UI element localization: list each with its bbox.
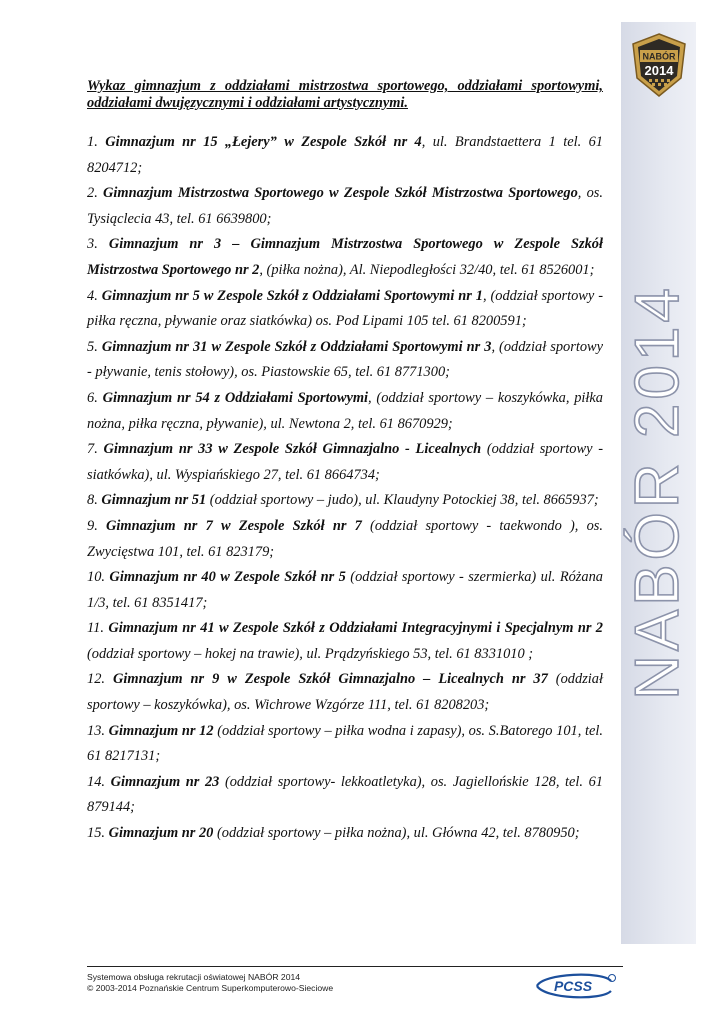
school-list-item: [87, 565, 603, 616]
school-name: Gimnazjum nr 23: [110, 773, 220, 790]
item-number: 2.: [87, 185, 98, 202]
item-number: 8.: [87, 492, 98, 509]
item-number: 5.: [87, 338, 98, 355]
school-list-item: [87, 437, 603, 488]
school-details: , (oddział sportowy - piłka ręczna, pływanie oraz siatkówka) os. Pod Lipami 105 tel. 61 8200591;: [87, 287, 603, 330]
pcss-logo-text: PCSS: [553, 978, 593, 994]
school-name: Gimnazjum nr 5 w Zespole Szkół z Oddziałami Sportowymi nr 1: [101, 287, 483, 304]
school-name: Gimnazjum nr 9 w Zespole Szkół Gimnazjalno – Licealnych nr 37: [112, 671, 548, 688]
school-name: Gimnazjum nr 7 w Zespole Szkół nr 7: [106, 517, 362, 534]
item-number: 1.: [87, 134, 98, 150]
badge-label-year: 2014: [644, 63, 674, 78]
pcss-logo: [531, 970, 619, 1002]
school-name: Gimnazjum nr 33 w Zespole Szkół Gimnazjalno - Licealnych: [103, 441, 482, 458]
school-name: Gimnazjum nr 51: [101, 492, 207, 509]
item-number: 9.: [87, 517, 98, 534]
item-number: 11.: [87, 620, 104, 637]
footer: [87, 972, 333, 994]
school-list-item: [87, 514, 603, 565]
nabor-2014-badge: [630, 32, 688, 98]
school-details: , (oddział sportowy - pływanie, tenis stołowy), os. Piastowskie 65, tel. 61 8771300;: [87, 338, 604, 381]
school-details: (oddział sportowy – judo), ul. Klaudyny Potockiej 38, tel. 8665937;: [206, 492, 599, 509]
item-number: 12.: [87, 671, 105, 688]
school-list-item: [87, 719, 603, 770]
school-details: , (piłka nożna), Al. Niepodległości 32/40, tel. 61 8526001;: [259, 261, 595, 278]
item-number: 4.: [87, 287, 98, 304]
school-list-item: [87, 770, 603, 821]
item-number: 7.: [87, 441, 98, 458]
vertical-nabor-title: NABÓR 2014: [623, 284, 692, 700]
school-name: Gimnazjum nr 20: [108, 825, 214, 842]
school-details: (oddział sportowy - taekwondo ), os. Zwycięstwa 101, tel. 61 823179;: [87, 517, 603, 560]
school-list-item: [87, 181, 603, 232]
item-number: 13.: [87, 722, 105, 739]
document-heading: Wykaz gimnazjum z oddziałami mistrzostwa sportowego, oddziałami sportowymi, oddziałami dwujęzycznymi i oddziałami artystycznymi.: [87, 78, 603, 111]
school-list-item: [87, 335, 603, 386]
school-name: Gimnazjum nr 15 „Łejery” w Zespole Szkół nr 4: [105, 134, 422, 150]
badge-label-top: NABÓR: [642, 51, 676, 62]
school-details: , (oddział sportowy – koszykówka, piłka nożna, piłka ręczna, pływanie), ul. Newtona 2, tel. 61 8670929;: [87, 389, 603, 432]
school-details: (oddział sportowy - siatkówka), ul. Wyspiańskiego 27, tel. 61 8664734;: [87, 441, 603, 483]
item-number: 14.: [87, 773, 105, 790]
item-number: 10.: [87, 569, 105, 586]
school-list-item: [87, 667, 603, 718]
school-details: (oddział sportowy – koszykówka), os. Wichrowe Wzgórze 111, tel. 61 8208203;: [87, 671, 603, 714]
school-name: Gimnazjum nr 31 w Zespole Szkół z Oddziałami Sportowymi nr 3: [101, 338, 492, 355]
footer-divider: [87, 966, 623, 967]
sidebar-banner: [621, 22, 696, 944]
item-number: 15.: [87, 825, 105, 842]
school-list-item: [87, 232, 603, 283]
school-details: (oddział sportowy- lekkoatletyka), os. Jagiellońskie 128, tel. 61 879144;: [87, 773, 603, 816]
school-list-item: [87, 616, 603, 667]
document-body: [87, 78, 603, 847]
school-details: (oddział sportowy – hokej na trawie), ul. Prądzyńskiego 53, tel. 61 8331010 ;: [87, 645, 534, 662]
school-list-item: [87, 488, 603, 514]
school-list-item: [87, 821, 603, 847]
school-details: , os. Tysiąclecia 43, tel. 61 6639800;: [87, 185, 603, 227]
school-details: , ul. Brandstaettera 1 tel. 61 8204712;: [87, 134, 603, 176]
item-number: 3.: [87, 236, 98, 253]
school-list: [87, 130, 603, 847]
footer-line-2: © 2003-2014 Poznańskie Centrum Superkomputerowo-Sieciowe: [87, 983, 334, 993]
school-details: (oddział sportowy – piłka nożna), ul. Główna 42, tel. 8780950;: [213, 825, 580, 842]
school-name: Gimnazjum nr 54 z Oddziałami Sportowymi: [102, 389, 369, 406]
school-name: Gimnazjum nr 3 – Gimnazjum Mistrzostwa Sportowego w Zespole Szkół Mistrzostwa Sportowego nr 2: [87, 236, 603, 278]
school-list-item: [87, 386, 603, 437]
school-details: (oddział sportowy - szermierka) ul. Różana 1/3, tel. 61 8351417;: [87, 569, 603, 611]
school-name: Gimnazjum nr 40 w Zespole Szkół nr 5: [109, 569, 346, 586]
item-number: 6.: [87, 389, 98, 406]
school-name: Gimnazjum nr 12: [108, 722, 214, 739]
school-name: Gimnazjum nr 41 w Zespole Szkół z Oddziałami Integracyjnymi i Specjalnym nr 2: [108, 620, 603, 637]
school-name: Gimnazjum Mistrzostwa Sportowego w Zespole Szkół Mistrzostwa Sportowego: [103, 185, 578, 202]
school-list-item: [87, 130, 603, 181]
school-details: (oddział sportowy – piłka wodna i zapasy), os. S.Batorego 101, tel. 61 8217131;: [87, 722, 603, 765]
footer-line-1: Systemowa obsługa rekrutacji oświatowej NABÓR 2014: [87, 972, 301, 982]
school-list-item: [87, 284, 603, 335]
